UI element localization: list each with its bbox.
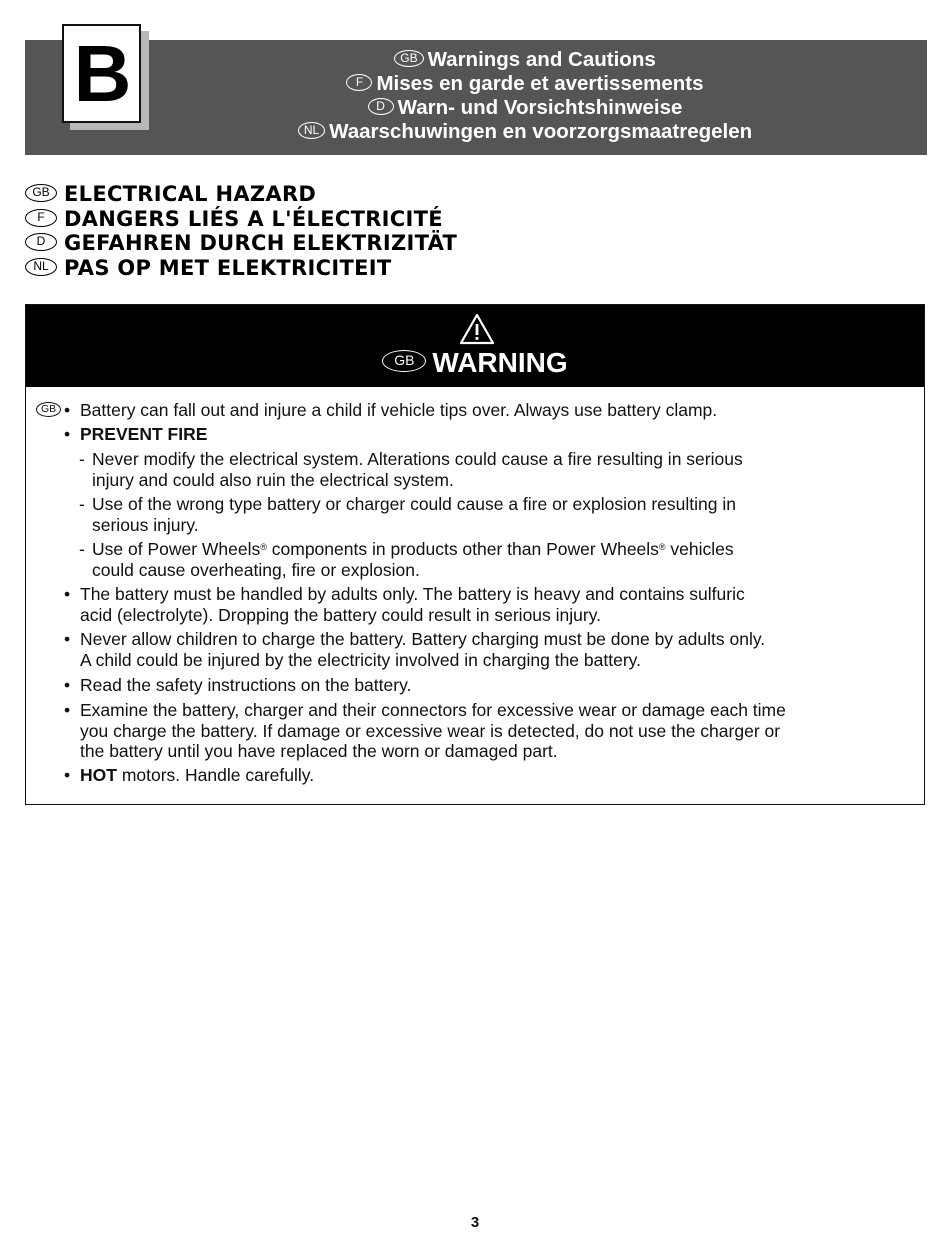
section-title-nl-text: Waarschuwingen en voorzorgsmaatregelen xyxy=(329,120,753,143)
bullet-dot: • xyxy=(64,629,71,649)
sub-text xyxy=(92,494,899,535)
bullet-fragment: motors. Handle carefully. xyxy=(116,765,315,785)
lang-badge-nl: NL xyxy=(25,258,57,276)
section-title-nl xyxy=(150,120,900,144)
bullet-dot: • xyxy=(64,584,71,604)
warning-title-text: WARNING xyxy=(432,347,568,378)
bullet-text: Battery can fall out and injure a child if vehicle tips over. Always use battery clamp. xyxy=(80,400,718,420)
hazard-line-gb xyxy=(25,182,457,207)
sub-line: Use of the wrong type battery or charger could cause a fire or explosion resulting in xyxy=(92,494,736,514)
sub-line: serious injury. xyxy=(92,514,199,535)
bullet-text xyxy=(80,765,914,786)
bullet-text xyxy=(80,584,914,625)
section-title-f-text: Mises en garde et avertissements xyxy=(376,72,704,95)
sub-dash: - xyxy=(79,539,85,559)
section-title-d-text: Warn- und Vorsichtshinweise xyxy=(397,96,683,119)
sub-dash: - xyxy=(79,449,85,469)
registered-mark: ® xyxy=(658,542,666,552)
sub-line: Never modify the electrical system. Alterations could cause a fire resulting in serious xyxy=(92,449,743,469)
hazard-text-d: GEFAHREN DURCH ELEKTRIZITÄT xyxy=(64,231,458,255)
registered-mark: ® xyxy=(260,542,267,552)
sub-line xyxy=(92,539,899,560)
bullet-line: you charge the battery. If damage or excessive wear is detected, do not use the charger or xyxy=(80,720,781,741)
bullet-dot: • xyxy=(64,675,71,695)
sub-text xyxy=(92,449,899,490)
sub-fragment: vehicles xyxy=(665,539,734,559)
bullet-line: A child could be injured by the electricity involved in charging the battery. xyxy=(80,649,641,670)
page-number: 3 xyxy=(470,1214,480,1231)
sub-text xyxy=(92,539,899,580)
bullet-line: acid (electrolyte). Dropping the battery could result in serious injury. xyxy=(80,604,602,625)
hazard-line-nl xyxy=(25,256,457,281)
bullet-text: Read the safety instructions on the battery. xyxy=(80,675,412,695)
sub-line: injury and could also ruin the electrical system. xyxy=(92,469,454,490)
warning-header xyxy=(26,305,924,387)
bullet-text xyxy=(80,424,914,445)
prevent-fire-heading: PREVENT FIRE xyxy=(80,424,208,444)
bullet-dot: • xyxy=(64,765,71,785)
bullet-dot: • xyxy=(64,424,71,444)
sub-dash: - xyxy=(79,494,85,514)
lang-badge-gb: GB xyxy=(36,402,61,417)
bullet-line: The battery must be handled by adults only. The battery is heavy and contains sulfuric xyxy=(80,584,745,604)
lang-badge-d: D xyxy=(368,98,394,115)
section-title-f xyxy=(150,72,900,96)
bullet-line: the battery until you have replaced the worn or damaged part. xyxy=(80,741,558,761)
hazard-heading xyxy=(25,182,457,280)
lang-badge-d: D xyxy=(25,233,57,251)
section-title-gb-text: Warnings and Cautions xyxy=(427,48,656,71)
hazard-text-f: DANGERS LIÉS A L'ÉLECTRICITÉ xyxy=(64,206,443,231)
lang-badge-gb: GB xyxy=(394,50,423,67)
warning-triangle-icon xyxy=(459,313,495,345)
bullet-dot: • xyxy=(64,700,71,720)
bullet-dot: • xyxy=(64,400,71,420)
warning-title xyxy=(26,347,924,379)
hazard-line-d xyxy=(25,231,457,256)
lang-badge-nl: NL xyxy=(298,122,325,139)
hazard-text-nl: PAS OP MET ELEKTRICITEIT xyxy=(64,255,392,280)
lang-badge-f: F xyxy=(25,209,57,227)
hot-keyword: HOT xyxy=(80,765,117,785)
section-letter: B xyxy=(73,28,130,118)
sub-fragment: Use of Power Wheels xyxy=(92,539,261,559)
bullet-line: Never allow children to charge the battery. Battery charging must be done by adults only. xyxy=(80,629,766,649)
section-titles xyxy=(150,48,900,144)
bullet-text xyxy=(80,629,914,670)
bullet-line: Examine the battery, charger and their connectors for excessive wear or damage each time xyxy=(80,700,786,720)
hazard-text-gb: ELECTRICAL HAZARD xyxy=(64,182,317,206)
section-letter-box xyxy=(62,24,141,123)
lang-badge-f: F xyxy=(346,74,372,91)
section-title-gb xyxy=(150,48,900,72)
lang-badge-gb: GB xyxy=(25,184,57,202)
section-title-d xyxy=(150,96,900,120)
warning-box xyxy=(25,304,925,805)
bullet-text xyxy=(80,700,914,762)
sub-fragment: components in products other than Power Wheels xyxy=(266,539,659,559)
lang-badge-gb: GB xyxy=(382,350,426,372)
sub-line: could cause overheating, fire or explosion. xyxy=(92,559,420,580)
hazard-line-f xyxy=(25,207,457,232)
